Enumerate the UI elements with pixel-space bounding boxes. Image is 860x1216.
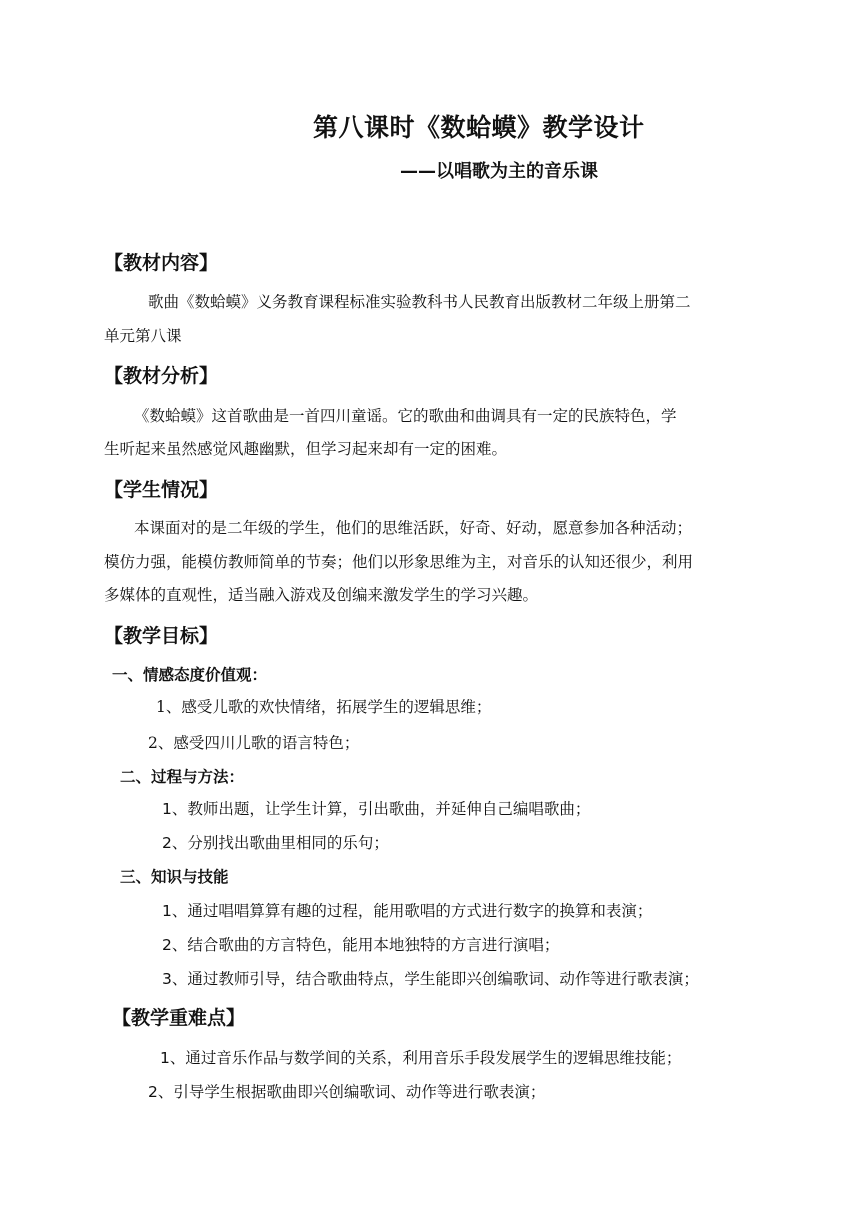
goals-group-1-item: 2、感受四川儿歌的语言特色； bbox=[148, 734, 360, 752]
key-points-item: 1、通过音乐作品与数学间的关系，利用音乐手段发展学生的逻辑思维技能； bbox=[160, 1049, 682, 1067]
goals-group-1-item: 1、感受儿歌的欢快情绪，拓展学生的逻辑思维； bbox=[156, 698, 492, 716]
students-line-3: 多媒体的直观性，适当融入游戏及创编来激发学生的学习兴趣。 bbox=[104, 586, 539, 604]
goals-group-1-title: 一、情感态度价值观： bbox=[112, 666, 268, 684]
section-heading-content: 【教材内容】 bbox=[104, 252, 219, 274]
content-line-1: 歌曲《数蛤蟆》义务教育课程标准实验教科书人民教育出版教材二年级上册第二 bbox=[148, 293, 691, 311]
analysis-line-2: 生听起来虽然感觉风趣幽默，但学习起来却有一定的困难。 bbox=[104, 440, 508, 458]
goals-group-3-title: 三、知识与技能 bbox=[120, 868, 229, 886]
section-heading-goals: 【教学目标】 bbox=[104, 625, 219, 647]
goals-group-2-item: 2、分别找出歌曲里相同的乐句； bbox=[162, 834, 389, 852]
goals-group-3-item: 2、结合歌曲的方言特色，能用本地独特的方言进行演唱； bbox=[162, 936, 560, 954]
document-subtitle: ——以唱歌为主的音乐课 bbox=[400, 161, 598, 182]
section-heading-key-points: 【教学重难点】 bbox=[112, 1007, 246, 1029]
section-heading-students: 【学生情况】 bbox=[104, 479, 219, 501]
students-line-1: 本课面对的是二年级的学生，他们的思维活跃，好奇、好动，愿意参加各种活动； bbox=[134, 519, 693, 537]
key-points-item: 2、引导学生根据歌曲即兴创编歌词、动作等进行歌表演； bbox=[148, 1083, 546, 1101]
goals-group-2-item: 1、教师出题，让学生计算，引出歌曲，并延伸自己编唱歌曲； bbox=[162, 800, 591, 818]
content-line-2: 单元第八课 bbox=[104, 327, 182, 345]
goals-group-3-item: 3、通过教师引导，结合歌曲特点，学生能即兴创编歌词、动作等进行歌表演； bbox=[162, 970, 699, 988]
section-heading-analysis: 【教材分析】 bbox=[104, 365, 219, 387]
analysis-line-1: 《数蛤蟆》这首歌曲是一首四川童谣。它的歌曲和曲调具有一定的民族特色，学 bbox=[134, 407, 677, 425]
document-title: 第八课时《数蛤蟆》教学设计 bbox=[313, 113, 645, 142]
goals-group-2-title: 二、过程与方法： bbox=[120, 768, 245, 786]
goals-group-3-item: 1、通过唱唱算算有趣的过程，能用歌唱的方式进行数字的换算和表演； bbox=[162, 902, 653, 920]
students-line-2: 模仿力强，能模仿教师简单的节奏；他们以形象思维为主，对音乐的认知还很少，利用 bbox=[104, 553, 694, 571]
